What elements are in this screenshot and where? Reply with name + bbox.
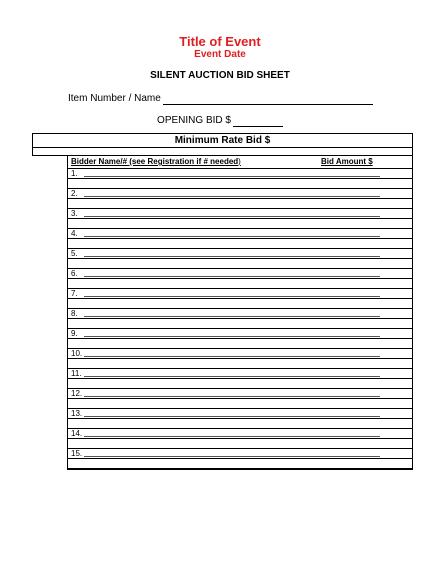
row-divider <box>68 338 412 339</box>
row-number: 14. <box>71 429 83 438</box>
row-divider <box>68 358 412 359</box>
bid-entry-field[interactable] <box>84 416 380 417</box>
bid-entry-field[interactable] <box>84 336 380 337</box>
row-number: 8. <box>71 309 78 318</box>
row-number: 2. <box>71 189 78 198</box>
table-row <box>68 229 412 249</box>
row-number: 5. <box>71 249 78 258</box>
opening-bid-field[interactable] <box>233 116 283 127</box>
row-divider <box>68 378 412 379</box>
spacer-row <box>32 147 413 156</box>
table-row <box>68 409 412 429</box>
row-number: 13. <box>71 409 83 418</box>
row-number: 11. <box>71 369 82 378</box>
row-divider <box>68 458 412 459</box>
bid-entry-field[interactable] <box>84 296 380 297</box>
sheet-heading: SILENT AUCTION BID SHEET <box>150 70 290 81</box>
bidder-header-paren: ) <box>238 157 241 166</box>
table-row <box>68 309 412 329</box>
row-divider <box>68 278 412 279</box>
table-row <box>68 349 412 369</box>
row-number: 10. <box>71 349 83 358</box>
row-divider <box>68 238 412 239</box>
bidder-header-text: Bidder Name/# (see Registration if # needed <box>71 157 239 166</box>
table-row <box>68 389 412 409</box>
row-divider <box>68 398 412 399</box>
row-divider <box>68 318 412 319</box>
bid-table <box>67 156 413 470</box>
row-number: 4. <box>71 229 78 238</box>
item-name-field[interactable] <box>163 94 373 105</box>
table-row <box>68 329 412 349</box>
row-number: 1. <box>71 169 78 178</box>
table-header <box>68 156 412 169</box>
table-row <box>68 449 412 469</box>
bid-entry-field[interactable] <box>84 176 380 177</box>
bid-entry-field[interactable] <box>84 356 380 357</box>
opening-bid-label: OPENING BID $ <box>157 115 231 126</box>
bid-entry-field[interactable] <box>84 376 380 377</box>
bid-rows <box>68 169 412 469</box>
event-date: Event Date <box>194 49 246 60</box>
table-row <box>68 429 412 449</box>
row-divider <box>68 438 412 439</box>
row-divider <box>68 258 412 259</box>
bid-entry-field[interactable] <box>84 276 380 277</box>
row-number: 9. <box>71 329 78 338</box>
row-number: 12. <box>71 389 83 398</box>
table-row <box>68 249 412 269</box>
row-divider <box>68 218 412 219</box>
bid-entry-field[interactable] <box>84 396 380 397</box>
table-row <box>68 269 412 289</box>
item-number-line <box>68 92 373 105</box>
row-number: 3. <box>71 209 78 218</box>
bidder-header <box>71 156 241 168</box>
minimum-bid-box <box>32 133 413 148</box>
bid-entry-field[interactable] <box>84 196 380 197</box>
bid-amount-header: Bid Amount $ <box>321 157 373 166</box>
bid-entry-field[interactable] <box>84 256 380 257</box>
row-divider <box>68 298 412 299</box>
event-title: Title of Event <box>179 34 261 49</box>
opening-bid-line <box>0 114 440 127</box>
row-divider <box>68 178 412 179</box>
minimum-bid-label: Minimum Rate Bid $ <box>174 135 271 146</box>
bid-entry-field[interactable] <box>84 236 380 237</box>
table-row <box>68 169 412 189</box>
table-row <box>68 209 412 229</box>
table-row <box>68 189 412 209</box>
row-number: 15. <box>71 449 83 458</box>
bid-entry-field[interactable] <box>84 316 380 317</box>
table-row <box>68 369 412 389</box>
row-number: 7. <box>71 289 78 298</box>
table-row <box>68 289 412 309</box>
bid-entry-field[interactable] <box>84 436 380 437</box>
item-label: Item Number / Name <box>68 93 161 104</box>
row-divider <box>68 198 412 199</box>
bid-entry-field[interactable] <box>84 216 380 217</box>
row-number: 6. <box>71 269 78 278</box>
bid-entry-field[interactable] <box>84 456 380 457</box>
row-divider <box>68 418 412 419</box>
